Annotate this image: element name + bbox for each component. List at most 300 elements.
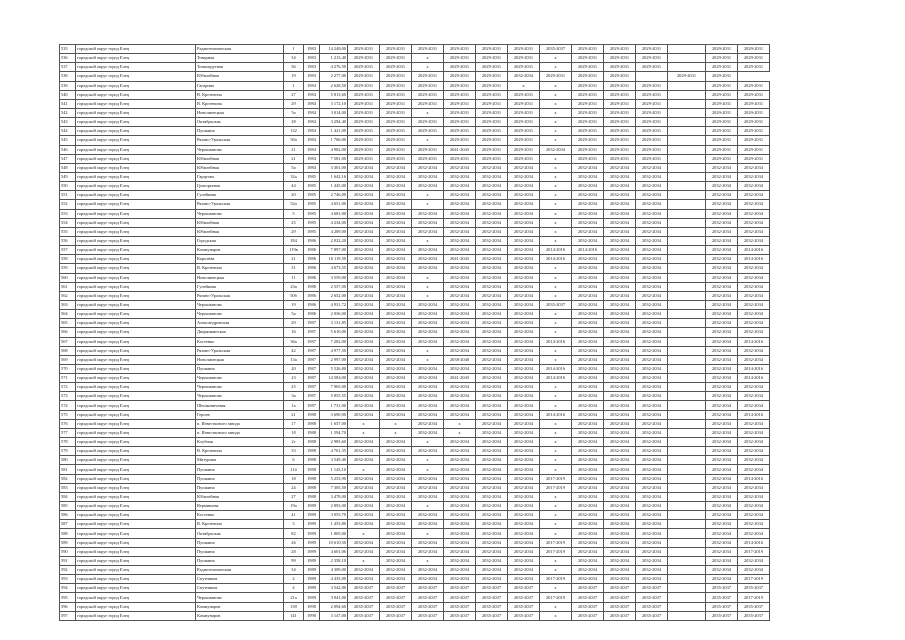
street-cell: В. Кротевича [196, 99, 284, 108]
street-cell: Коммунаров [196, 246, 284, 255]
period-cell [668, 319, 706, 328]
period-cell: 2032-2034 [738, 438, 770, 447]
period-cell: 2032-2034 [508, 182, 540, 191]
period-cell: 2032-2034 [476, 492, 508, 501]
table-row [60, 355, 770, 364]
period-cell: 2032-2034 [604, 355, 636, 364]
house-number-cell: 23 [284, 374, 304, 383]
period-cell: x [540, 81, 572, 90]
period-cell: 2029-2031 [412, 81, 444, 90]
row-number-cell: 591 [60, 556, 76, 565]
table-row [60, 474, 770, 483]
period-cell: 2032-2034 [636, 328, 668, 337]
period-cell: 2032-2034 [348, 300, 380, 309]
period-cell [668, 209, 706, 218]
municipality-cell: городской округ город Елец [76, 145, 196, 154]
period-cell: 2032-2034 [572, 182, 604, 191]
period-cell: 2032-2034 [476, 264, 508, 273]
area-cell: 4 681,00 [320, 209, 348, 218]
house-number-cell: 11 [284, 273, 304, 282]
row-number-cell: 563 [60, 300, 76, 309]
period-cell: 2032-2034 [476, 200, 508, 209]
period-cell: x [380, 428, 412, 437]
period-cell: 2032-2034 [476, 410, 508, 419]
table-row [60, 346, 770, 355]
build-year-cell: 1985 [304, 182, 320, 191]
period-cell: 2032-2034 [636, 282, 668, 291]
period-cell: 2032-2034 [476, 529, 508, 538]
period-cell: x [540, 191, 572, 200]
house-number-cell: 42 [284, 346, 304, 355]
street-cell: Новолипецкая [196, 108, 284, 117]
municipality-cell: городской округ город Елец [76, 108, 196, 117]
period-cell: 2032-2034 [348, 410, 380, 419]
period-cell: 2032-2034 [348, 209, 380, 218]
period-cell: 2032-2034 [348, 255, 380, 264]
build-year-cell: 1986 [304, 236, 320, 245]
period-cell: 2032-2034 [604, 191, 636, 200]
period-cell: 2032-2034 [412, 483, 444, 492]
period-cell: 2029-2031 [604, 99, 636, 108]
table-row [60, 383, 770, 392]
period-cell: 2014-2016 [540, 255, 572, 264]
period-cell: 2032-2034 [412, 392, 444, 401]
period-cell: 2029-2031 [738, 45, 770, 54]
period-cell: 2032-2034 [380, 328, 412, 337]
house-number-cell: 52а [284, 200, 304, 209]
period-cell: x [348, 428, 380, 437]
period-cell: 2017-2019 [540, 575, 572, 584]
house-number-cell: 21 [284, 145, 304, 154]
period-cell: 2035-2037 [636, 584, 668, 593]
period-cell: 2029-2031 [508, 54, 540, 63]
street-cell: Пушкина [196, 364, 284, 373]
table-row [60, 45, 770, 54]
row-number-cell: 576 [60, 419, 76, 428]
period-cell: 2035-2037 [444, 602, 476, 611]
period-cell: 2032-2034 [604, 566, 636, 575]
house-number-cell: 114 [284, 465, 304, 474]
period-cell: 2032-2034 [636, 428, 668, 437]
table-row [60, 255, 770, 264]
period-cell [668, 584, 706, 593]
period-cell: 2032-2034 [572, 456, 604, 465]
table-row [60, 328, 770, 337]
period-cell: 2032-2034 [476, 547, 508, 556]
build-year-cell: 1989 [304, 547, 320, 556]
period-cell [668, 474, 706, 483]
period-cell: 2029-2031 [444, 54, 476, 63]
period-cell [668, 502, 706, 511]
table-row [60, 566, 770, 575]
period-cell [668, 163, 706, 172]
period-cell: 2032-2034 [604, 200, 636, 209]
period-cell: 2032-2034 [412, 474, 444, 483]
period-cell: 2032-2034 [636, 355, 668, 364]
period-cell: 2032-2034 [706, 447, 738, 456]
municipality-cell: городской округ город Елец [76, 584, 196, 593]
house-number-cell: 6 [284, 456, 304, 465]
period-cell: 2032-2034 [572, 282, 604, 291]
street-cell: Тонкопрутная [196, 63, 284, 72]
period-cell: 2032-2034 [380, 547, 412, 556]
period-cell: 2029-2031 [636, 145, 668, 154]
area-cell: 3 301,00 [320, 163, 348, 172]
period-cell: 2032-2034 [380, 319, 412, 328]
period-cell: 2032-2034 [508, 191, 540, 200]
area-cell: 4 601,06 [320, 547, 348, 556]
period-cell: 2032-2034 [572, 218, 604, 227]
street-cell: Рязано-Уральская [196, 200, 284, 209]
period-cell: 2032-2034 [380, 383, 412, 392]
period-cell: 2032-2034 [444, 410, 476, 419]
period-cell: 2032-2034 [572, 273, 604, 282]
period-cell: 2032-2034 [444, 492, 476, 501]
house-number-cell: 82 [284, 529, 304, 538]
period-cell: 2032-2034 [476, 182, 508, 191]
period-cell: 2032-2034 [706, 328, 738, 337]
period-cell [668, 328, 706, 337]
period-cell: 2032-2034 [706, 483, 738, 492]
area-cell: 1 421,00 [320, 127, 348, 136]
period-cell: 2035-2037 [348, 602, 380, 611]
period-cell: 2032-2034 [476, 310, 508, 319]
row-number-cell: 578 [60, 438, 76, 447]
house-number-cell: 29 [284, 227, 304, 236]
period-cell: 2032-2034 [348, 172, 380, 181]
period-cell: 2035-2037 [444, 593, 476, 602]
area-cell: 2 557,00 [320, 282, 348, 291]
period-cell: 2032-2034 [380, 566, 412, 575]
house-number-cell: 1а [284, 401, 304, 410]
row-number-cell: 572 [60, 383, 76, 392]
period-cell: 2032-2034 [476, 556, 508, 565]
period-cell: 2032-2034 [412, 383, 444, 392]
period-cell: 2032-2034 [604, 236, 636, 245]
area-cell: 4 276,50 [320, 63, 348, 72]
period-cell [668, 246, 706, 255]
period-cell: x [540, 136, 572, 145]
house-number-cell: 19а [284, 502, 304, 511]
period-cell: 2032-2034 [348, 456, 380, 465]
period-cell: 2032-2034 [706, 291, 738, 300]
period-cell: x [540, 566, 572, 575]
period-cell: 2032-2034 [706, 566, 738, 575]
period-cell: 2035-2037 [738, 602, 770, 611]
house-number-cell: 27 [284, 492, 304, 501]
street-cell: Коммунаров [196, 611, 284, 620]
period-cell: 2029-2031 [706, 136, 738, 145]
municipality-cell: городской округ город Елец [76, 529, 196, 538]
period-cell: 2041-2043 [444, 255, 476, 264]
period-cell: x [540, 154, 572, 163]
period-cell: 2029-2031 [572, 99, 604, 108]
period-cell: 2029-2031 [706, 81, 738, 90]
row-number-cell: 571 [60, 374, 76, 383]
period-cell: 2032-2034 [508, 547, 540, 556]
period-cell: 2032-2034 [412, 255, 444, 264]
period-cell: x [540, 392, 572, 401]
period-cell: 2029-2031 [412, 118, 444, 127]
table-row [60, 502, 770, 511]
build-year-cell: 1989 [304, 566, 320, 575]
period-cell: 2032-2034 [508, 273, 540, 282]
period-cell: 2029-2031 [604, 81, 636, 90]
period-cell [668, 118, 706, 127]
period-cell: x [540, 282, 572, 291]
period-cell: 2032-2034 [348, 575, 380, 584]
period-cell: 2035-2037 [572, 584, 604, 593]
period-cell: x [540, 63, 572, 72]
period-cell: 2029-2031 [476, 99, 508, 108]
period-cell: 2032-2034 [476, 282, 508, 291]
row-number-cell: 564 [60, 310, 76, 319]
period-cell: 2032-2034 [604, 337, 636, 346]
period-cell: 2032-2034 [636, 209, 668, 218]
period-cell: 2029-2031 [738, 90, 770, 99]
build-year-cell: 1989 [304, 593, 320, 602]
period-cell: 2032-2034 [738, 447, 770, 456]
period-cell [668, 291, 706, 300]
period-cell: 2032-2034 [706, 209, 738, 218]
period-cell [668, 90, 706, 99]
table-row [60, 145, 770, 154]
period-cell: 2032-2034 [444, 328, 476, 337]
house-number-cell: 36а [284, 337, 304, 346]
build-year-cell: 1987 [304, 319, 320, 328]
period-cell: 2032-2034 [706, 456, 738, 465]
period-cell: 2032-2034 [412, 364, 444, 373]
period-cell: 2032-2034 [636, 364, 668, 373]
period-cell: 2029-2031 [412, 154, 444, 163]
period-cell: 2032-2034 [738, 419, 770, 428]
period-cell [668, 419, 706, 428]
period-cell: 2032-2034 [444, 556, 476, 565]
period-cell: 2032-2034 [508, 401, 540, 410]
period-cell: 2032-2034 [572, 310, 604, 319]
period-cell: 2029-2031 [738, 136, 770, 145]
period-cell: 2029-2031 [636, 90, 668, 99]
municipality-cell: городской округ город Елец [76, 90, 196, 99]
period-cell: 2032-2034 [706, 337, 738, 346]
period-cell: 2032-2034 [738, 492, 770, 501]
period-cell: 2032-2034 [508, 392, 540, 401]
period-cell: x [540, 556, 572, 565]
period-cell: 2032-2034 [508, 328, 540, 337]
period-cell: 2032-2034 [412, 520, 444, 529]
period-cell: 2032-2034 [604, 547, 636, 556]
period-cell: 2032-2034 [738, 520, 770, 529]
period-cell: 2032-2034 [476, 355, 508, 364]
period-cell: 2032-2034 [706, 300, 738, 309]
house-number-cell: 34 [284, 54, 304, 63]
house-number-cell: 2г [284, 438, 304, 447]
period-cell [668, 172, 706, 181]
period-cell: x [412, 438, 444, 447]
house-number-cell: 32а [284, 172, 304, 181]
period-cell: 2032-2034 [508, 474, 540, 483]
period-cell: 2032-2034 [636, 538, 668, 547]
municipality-cell: городской округ город Елец [76, 310, 196, 319]
period-cell: x [412, 456, 444, 465]
period-cell: 2032-2034 [604, 282, 636, 291]
period-cell: 2032-2034 [604, 483, 636, 492]
row-number-cell: 550 [60, 182, 76, 191]
period-cell: 2032-2034 [572, 364, 604, 373]
street-cell: Пушкина [196, 556, 284, 565]
period-cell: 2029-2031 [412, 127, 444, 136]
period-cell: 2035-2037 [604, 593, 636, 602]
period-cell: 2035-2037 [380, 593, 412, 602]
build-year-cell: 1988 [304, 492, 320, 501]
period-cell: 2032-2034 [476, 346, 508, 355]
build-year-cell: 1984 [304, 81, 320, 90]
period-cell: 2032-2034 [380, 520, 412, 529]
period-cell: 2029-2031 [706, 54, 738, 63]
area-cell: 7 581,00 [320, 154, 348, 163]
period-cell: 2035-2037 [706, 611, 738, 620]
period-cell: 2032-2034 [444, 319, 476, 328]
row-number-cell: 540 [60, 90, 76, 99]
period-cell: x [412, 273, 444, 282]
period-cell: 2014-2016 [738, 364, 770, 373]
period-cell: 2029-2031 [508, 45, 540, 54]
period-cell: 2032-2034 [738, 346, 770, 355]
municipality-cell: городской округ город Елец [76, 547, 196, 556]
municipality-cell: городской округ город Елец [76, 410, 196, 419]
table-row [60, 310, 770, 319]
period-cell: 2032-2034 [380, 456, 412, 465]
period-cell: 2032-2034 [348, 392, 380, 401]
municipality-cell: городской округ город Елец [76, 127, 196, 136]
period-cell [668, 465, 706, 474]
period-cell: 2032-2034 [476, 383, 508, 392]
house-number-cell: 21 [284, 255, 304, 264]
row-number-cell: 595 [60, 593, 76, 602]
area-cell: 5 813,60 [320, 90, 348, 99]
period-cell: 2032-2034 [348, 163, 380, 172]
period-cell: x [540, 319, 572, 328]
period-cell: 2032-2034 [508, 575, 540, 584]
period-cell: 2032-2034 [706, 255, 738, 264]
period-cell: 2032-2034 [604, 291, 636, 300]
period-cell: 2032-2034 [444, 447, 476, 456]
period-cell: x [540, 264, 572, 273]
period-cell: 2032-2034 [348, 328, 380, 337]
period-cell: 2029-2031 [738, 99, 770, 108]
period-cell [668, 346, 706, 355]
period-cell: 2032-2034 [476, 538, 508, 547]
period-cell: 2029-2031 [636, 154, 668, 163]
area-cell: 3 014,00 [320, 108, 348, 117]
period-cell: 2029-2031 [738, 145, 770, 154]
period-cell: 2032-2034 [444, 209, 476, 218]
period-cell: 2032-2034 [706, 182, 738, 191]
street-cell: Гулейкова [196, 191, 284, 200]
table-row [60, 593, 770, 602]
area-cell: 5 526,80 [320, 364, 348, 373]
period-cell: 2035-2037 [444, 584, 476, 593]
area-cell: 4 982,00 [320, 145, 348, 154]
period-cell: 2032-2034 [444, 236, 476, 245]
period-cell [668, 364, 706, 373]
period-cell: 2032-2034 [636, 300, 668, 309]
period-cell: 2032-2034 [604, 209, 636, 218]
house-number-cell: 4 [284, 584, 304, 593]
period-cell: 2032-2034 [380, 227, 412, 236]
period-cell: 2032-2034 [706, 538, 738, 547]
table-row [60, 374, 770, 383]
period-cell: 2035-2037 [348, 584, 380, 593]
build-year-cell: 1983 [304, 72, 320, 81]
street-cell: Александровская [196, 319, 284, 328]
period-cell [668, 401, 706, 410]
municipality-cell: городской округ город Елец [76, 511, 196, 520]
period-cell: 2035-2037 [476, 611, 508, 620]
period-cell: 2029-2031 [738, 108, 770, 117]
table-row [60, 200, 770, 209]
period-cell: 2029-2031 [476, 154, 508, 163]
house-number-cell: 21 [284, 154, 304, 163]
row-number-cell: 582 [60, 474, 76, 483]
period-cell: 2017-2019 [540, 474, 572, 483]
street-cell: Юбилейная [196, 492, 284, 501]
period-cell: 2017-2019 [540, 547, 572, 556]
municipality-cell: городской округ город Елец [76, 383, 196, 392]
street-cell: Костенко [196, 337, 284, 346]
period-cell: 2032-2034 [636, 556, 668, 565]
period-cell: 2032-2034 [412, 428, 444, 437]
period-cell: x [444, 419, 476, 428]
area-cell: 1 594,70 [320, 428, 348, 437]
municipality-cell: городской округ город Елец [76, 99, 196, 108]
street-cell: В. Кротевича [196, 90, 284, 99]
period-cell: 2032-2034 [604, 465, 636, 474]
period-cell: x [540, 291, 572, 300]
build-year-cell: 1985 [304, 200, 320, 209]
row-number-cell: 547 [60, 154, 76, 163]
period-cell: 2029-2031 [508, 108, 540, 117]
period-cell: x [540, 502, 572, 511]
area-cell: 10 610,50 [320, 538, 348, 547]
area-cell: 2 094,60 [320, 602, 348, 611]
period-cell: 2032-2034 [636, 566, 668, 575]
address-register-table [59, 44, 770, 621]
period-cell: 2029-2031 [572, 108, 604, 117]
build-year-cell: 1989 [304, 502, 320, 511]
area-cell: 3 147,00 [320, 611, 348, 620]
period-cell: 2029-2031 [604, 127, 636, 136]
period-cell: 2032-2034 [636, 227, 668, 236]
table-row [60, 602, 770, 611]
period-cell: 2029-2031 [572, 54, 604, 63]
table-row [60, 172, 770, 181]
period-cell: 2032-2034 [572, 383, 604, 392]
period-cell: x [540, 584, 572, 593]
period-cell: 2029-2031 [738, 81, 770, 90]
period-cell: x [540, 200, 572, 209]
period-cell: 2032-2034 [444, 337, 476, 346]
period-cell: 2032-2034 [636, 236, 668, 245]
period-cell: 2029-2031 [508, 127, 540, 136]
area-cell: 2 997,00 [320, 355, 348, 364]
period-cell: 2032-2034 [348, 383, 380, 392]
period-cell: x [508, 81, 540, 90]
period-cell [668, 310, 706, 319]
period-cell: 2032-2034 [738, 529, 770, 538]
period-cell: 2032-2034 [348, 401, 380, 410]
period-cell [668, 273, 706, 282]
